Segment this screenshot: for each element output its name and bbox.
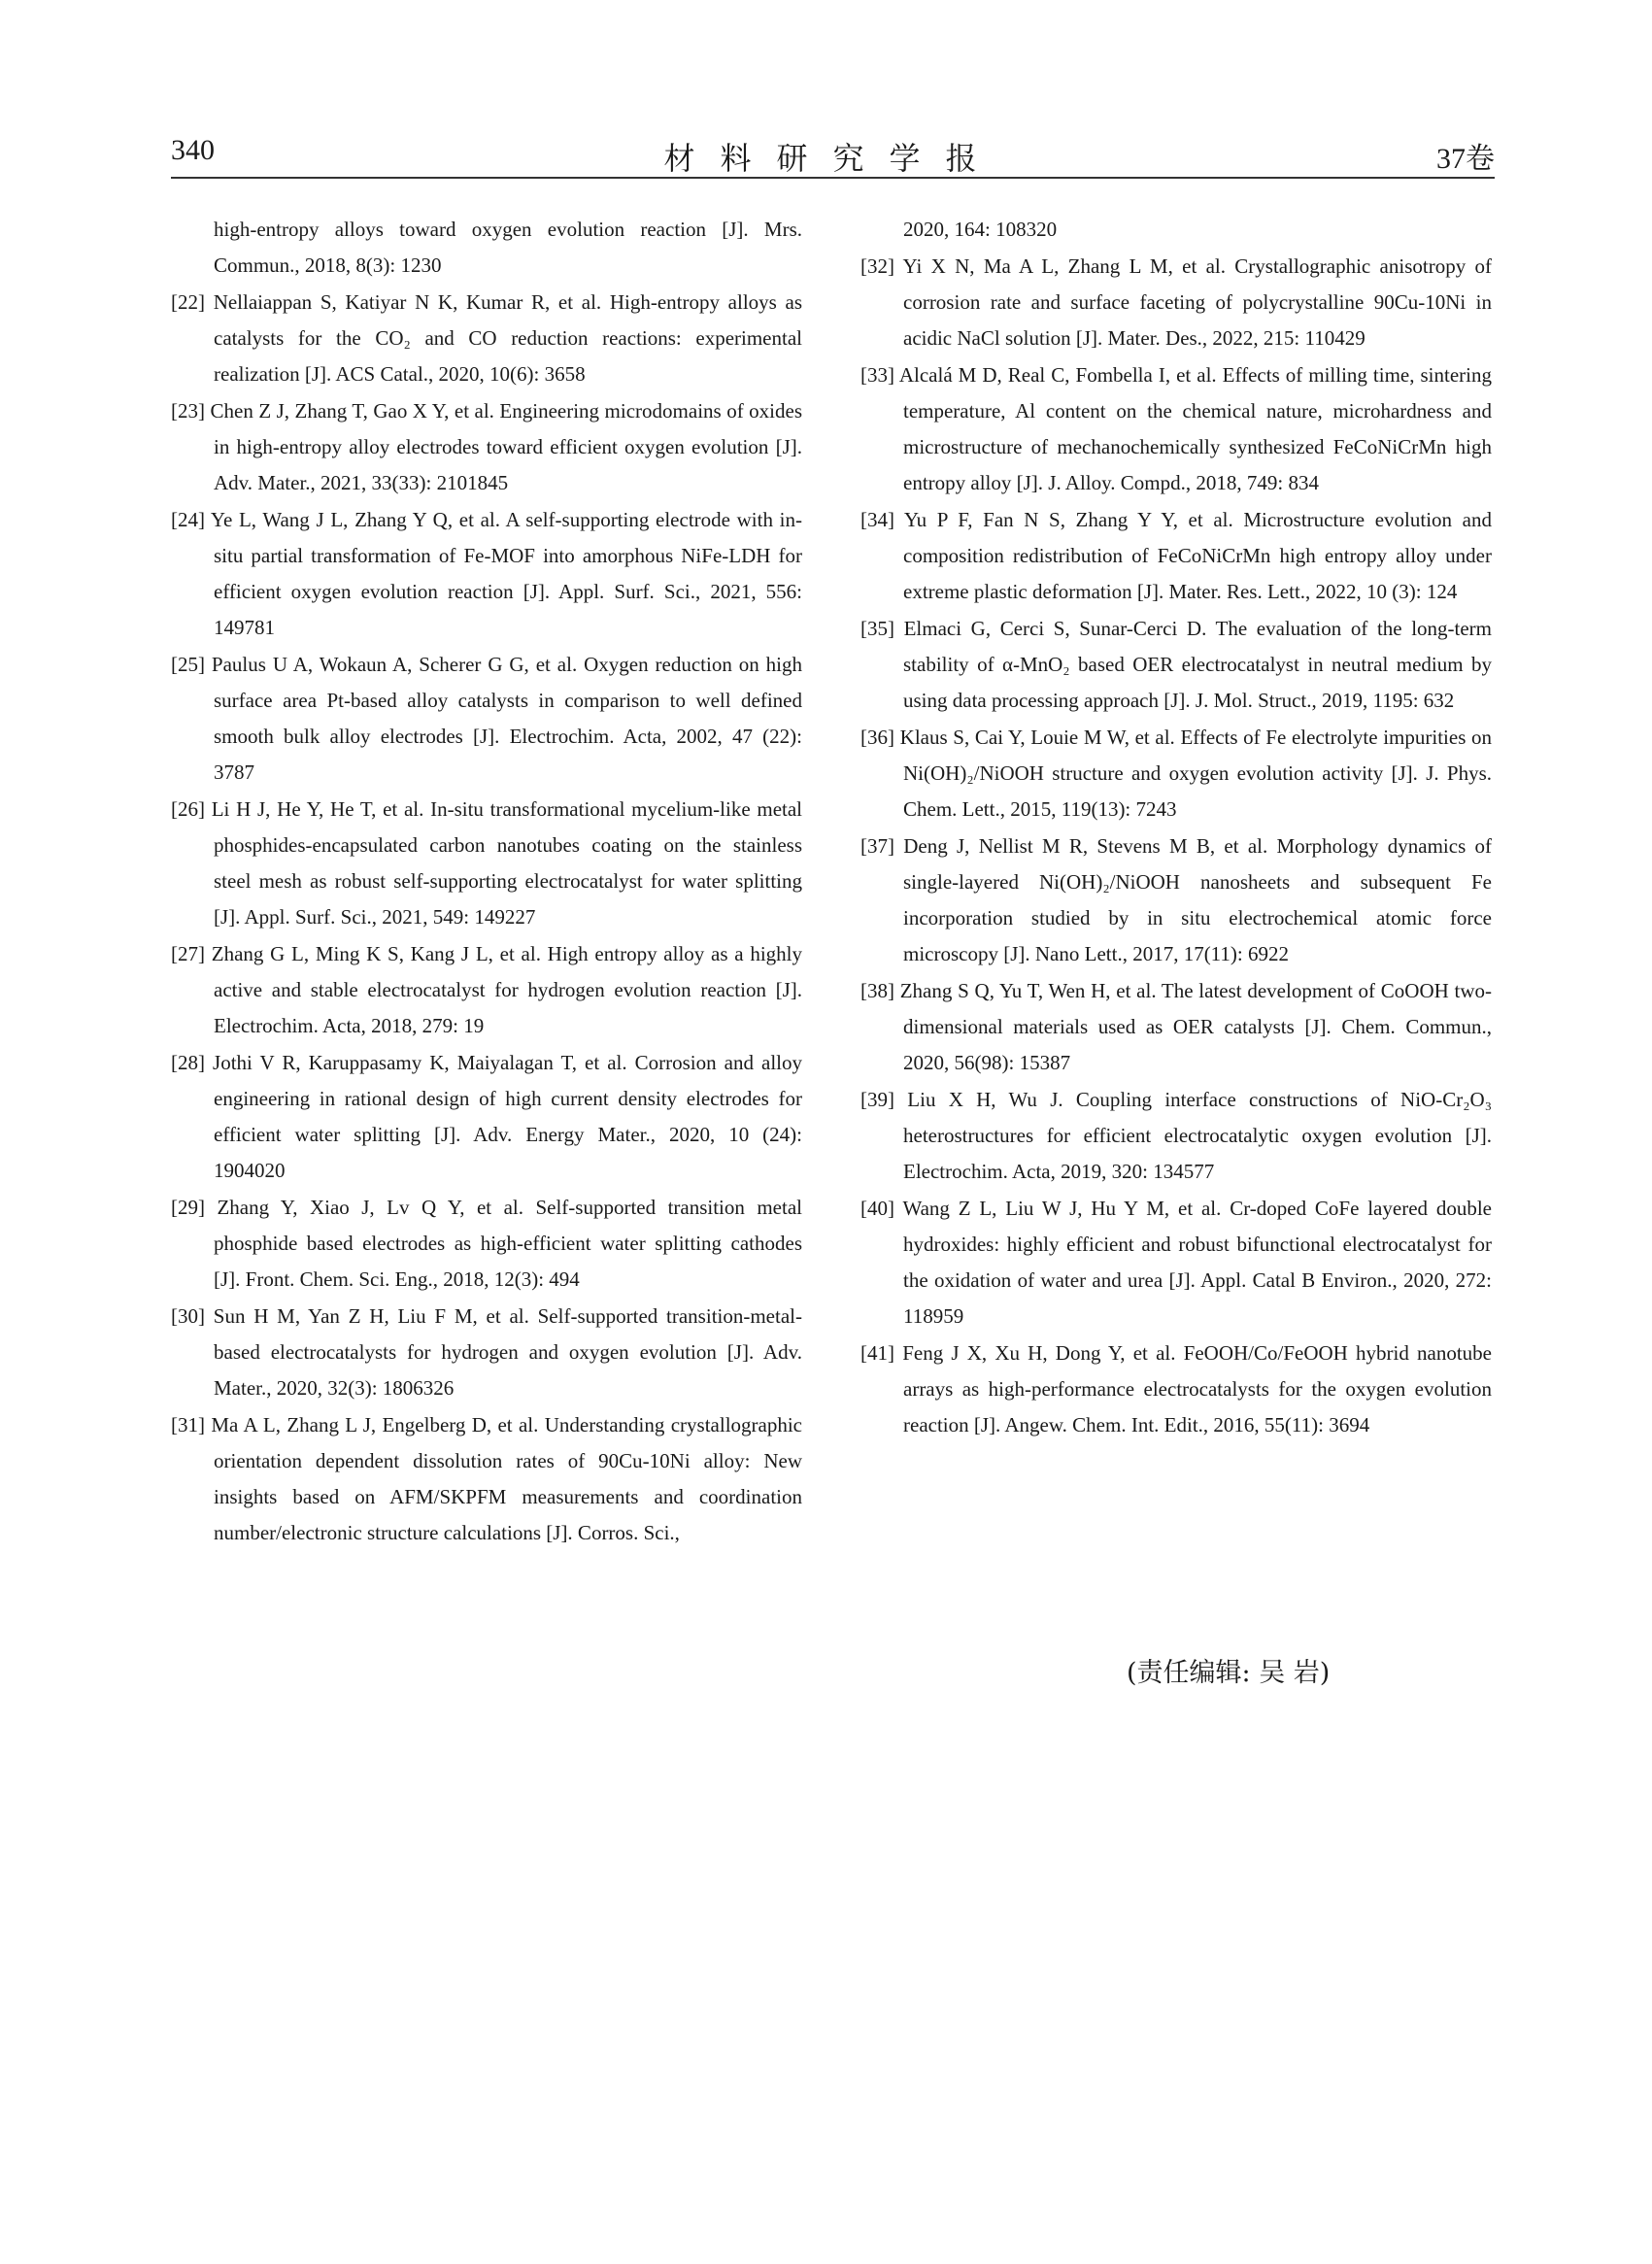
- reference-item: [860, 1335, 1492, 1443]
- reference-text: Jothi V R, Karuppasamy K, Maiyalagan T, et al. Corrosion and alloy engineering in rational design of high current density electrodes for efficient water splitting [J]. Adv. Energy Mater., 2020, 10 (24): 1904020: [213, 1051, 803, 1182]
- reference-number: [38]: [860, 979, 894, 1002]
- reference-item: [171, 393, 802, 501]
- reference-item: [171, 1045, 802, 1189]
- reference-item: [171, 647, 802, 791]
- reference-item: [171, 1190, 802, 1298]
- reference-item: [860, 720, 1492, 828]
- reference-text: Alcalá M D, Real C, Fombella I, et al. Effects of milling time, sintering temperature, Al content on the chemical nature, microhardness and microstructure of mechanochemically synthesized FeCoNiCrMn high entropy alloy [J]. J. Alloy. Compd., 2018, 749: 834: [898, 363, 1492, 494]
- reference-number: [41]: [860, 1341, 894, 1365]
- reference-number: [23]: [171, 399, 205, 422]
- reference-number: [39]: [860, 1088, 894, 1111]
- reference-text: Yu P F, Fan N S, Zhang Y Y, et al. Microstructure evolution and composition redistribution of FeCoNiCrMn high entropy alloy under extreme plastic deformation [J]. Mater. Res. Lett., 2022, 10 (3): 124: [903, 508, 1492, 603]
- reference-number: [25]: [171, 653, 205, 676]
- page-number: 340: [171, 134, 215, 166]
- reference-number: [36]: [860, 726, 894, 749]
- reference-text: Zhang Y, Xiao J, Lv Q Y, et al. Self-supported transition metal phosphide based electrodes as high-efficient water splitting cathodes [J]. Front. Chem. Sci. Eng., 2018, 12(3): 494: [214, 1196, 802, 1291]
- reference-item: [860, 357, 1492, 501]
- reference-text: Paulus U A, Wokaun A, Scherer G G, et al. Oxygen reduction on high surface area Pt-based alloy catalysts in comparison to well defined smooth bulk alloy electrodes [J]. Electrochim. Acta, 2002, 47 (22): 3787: [211, 653, 802, 784]
- reference-text: Chen Z J, Zhang T, Gao X Y, et al. Engineering microdomains of oxides in high-entropy alloy electrodes toward efficient oxygen evolution [J]. Adv. Mater., 2021, 33(33): 2101845: [210, 399, 803, 494]
- reference-item: [171, 792, 802, 935]
- reference-continuation: 2020, 164: 108320: [903, 218, 1058, 241]
- reference-text: Liu X H, Wu J. Coupling interface constructions of NiO-Cr₂O₃ heterostructures for efficient electrocatalytic oxygen evolution [J]. Electrochim. Acta, 2019, 320: 134577: [903, 1088, 1493, 1183]
- reference-text: Ye L, Wang J L, Zhang Y Q, et al. A self-supporting electrode with in-situ partial transformation of Fe-MOF into amorphous NiFe-LDH for efficient oxygen evolution reaction [J]. Appl. Surf. Sci., 2021, 556: 149781: [210, 508, 802, 639]
- reference-text: Nellaiappan S, Katiyar N K, Kumar R, et al. High-entropy alloys as catalysts for the CO₂ and CO reduction reactions: experimental realization [J]. ACS Catal., 2020, 10(6): 3658: [213, 290, 802, 386]
- reference-item: [860, 502, 1492, 610]
- reference-number: [33]: [860, 363, 894, 387]
- reference-item: [171, 1299, 802, 1406]
- reference-continuation: high-entropy alloys toward oxygen evolution reaction [J]. Mrs. Commun., 2018, 8(3): 1230: [214, 218, 802, 277]
- reference-item: [171, 1407, 802, 1551]
- reference-text: Zhang G L, Ming K S, Kang J L, et al. High entropy alloy as a highly active and stable electrocatalyst for hydrogen evolution reaction [J]. Electrochim. Acta, 2018, 279: 19: [211, 942, 802, 1037]
- reference-number: [27]: [171, 942, 205, 965]
- reference-number: [35]: [860, 617, 894, 640]
- volume-label: 37卷: [1436, 143, 1495, 175]
- reference-number: [28]: [171, 1051, 205, 1074]
- page-header: [171, 126, 1495, 179]
- reference-item: [860, 1082, 1492, 1190]
- reference-item: [171, 936, 802, 1044]
- editor-note: (责任编辑: 吴 岩): [1127, 1658, 1331, 1688]
- reference-item: [860, 973, 1492, 1081]
- reference-text: Zhang S Q, Yu T, Wen H, et al. The latest development of CoOOH two-dimensional materials used as OER catalysts [J]. Chem. Commun., 2020, 56(98): 15387: [899, 979, 1492, 1074]
- reference-list: [171, 285, 802, 1551]
- reference-item: [860, 611, 1492, 719]
- reference-text: Li H J, He Y, He T, et al. In-situ transformational mycelium-like metal phosphides-encapsulated carbon nanotubes coating on the stainless steel mesh as robust self-supporting electrocatalyst for water splitting [J]. Appl. Surf. Sci., 2021, 549: 149227: [211, 797, 803, 929]
- reference-item: [860, 1191, 1492, 1335]
- reference-number: [24]: [171, 508, 205, 531]
- reference-number: [32]: [860, 254, 894, 278]
- reference-number: [29]: [171, 1196, 205, 1219]
- reference-text: Wang Z L, Liu W J, Hu Y M, et al. Cr-doped CoFe layered double hydroxides: highly efficient and robust bifunctional electrocatalyst for the oxidation of water and urea [J]. Appl. Catal B Environ., 2020, 272: 118959: [902, 1197, 1492, 1328]
- reference-item: [860, 828, 1492, 972]
- reference-number: [22]: [171, 290, 205, 314]
- reference-item: [171, 285, 802, 392]
- right-column: [860, 212, 1492, 1444]
- reference-number: [26]: [171, 797, 205, 821]
- reference-text: Feng J X, Xu H, Dong Y, et al. FeOOH/Co/FeOOH hybrid nanotube arrays as high-performance electrocatalysts for the oxygen evolution reaction [J]. Angew. Chem. Int. Edit., 2016, 55(11): 3694: [902, 1341, 1493, 1436]
- reference-number: [31]: [171, 1413, 205, 1436]
- left-column: [171, 212, 802, 1552]
- reference-item: [860, 249, 1492, 356]
- reference-number: [40]: [860, 1197, 894, 1220]
- journal-title: 材料研究学报: [663, 140, 1002, 177]
- reference-number: [30]: [171, 1304, 205, 1328]
- reference-list: [860, 249, 1492, 1443]
- reference-text: Ma A L, Zhang L J, Engelberg D, et al. Understanding crystallographic orientation dependent dissolution rates of 90Cu-10Ni alloy: New insights based on AFM/SKPFM measurements and coordination number/electronic structure calculations [J]. Corros. Sci.,: [211, 1413, 803, 1544]
- reference-number: [34]: [860, 508, 894, 531]
- reference-text: Elmaci G, Cerci S, Sunar-Cerci D. The evaluation of the long-term stability of α-MnO₂ based OER electrocatalyst in neutral medium by using data processing approach [J]. J. Mol. Struct., 2019, 1195: 632: [903, 617, 1493, 712]
- reference-text: Klaus S, Cai Y, Louie M W, et al. Effects of Fe electrolyte impurities on Ni(OH)₂/NiOOH structure and oxygen evolution activity [J]. J. Phys. Chem. Lett., 2015, 119(13): 7243: [899, 726, 1493, 821]
- reference-text: Yi X N, Ma A L, Zhang L M, et al. Crystallographic anisotropy of corrosion rate and surface faceting of polycrystalline 90Cu-10Ni in acidic NaCl solution [J]. Mater. Des., 2022, 215: 110429: [902, 254, 1492, 350]
- reference-number: [37]: [860, 834, 894, 858]
- reference-item: [171, 502, 802, 646]
- reference-text: Deng J, Nellist M R, Stevens M B, et al. Morphology dynamics of single-layered Ni(OH)₂/NiOOH nanosheets and subsequent Fe incorporation studied by in situ electrochemical atomic force microscopy [J]. Nano Lett., 2017, 17(11): 6922: [903, 834, 1492, 965]
- reference-text: Sun H M, Yan Z H, Liu F M, et al. Self-supported transition-metal-based electrocatalysts for hydrogen and oxygen evolution [J]. Adv. Mater., 2020, 32(3): 1806326: [213, 1304, 802, 1400]
